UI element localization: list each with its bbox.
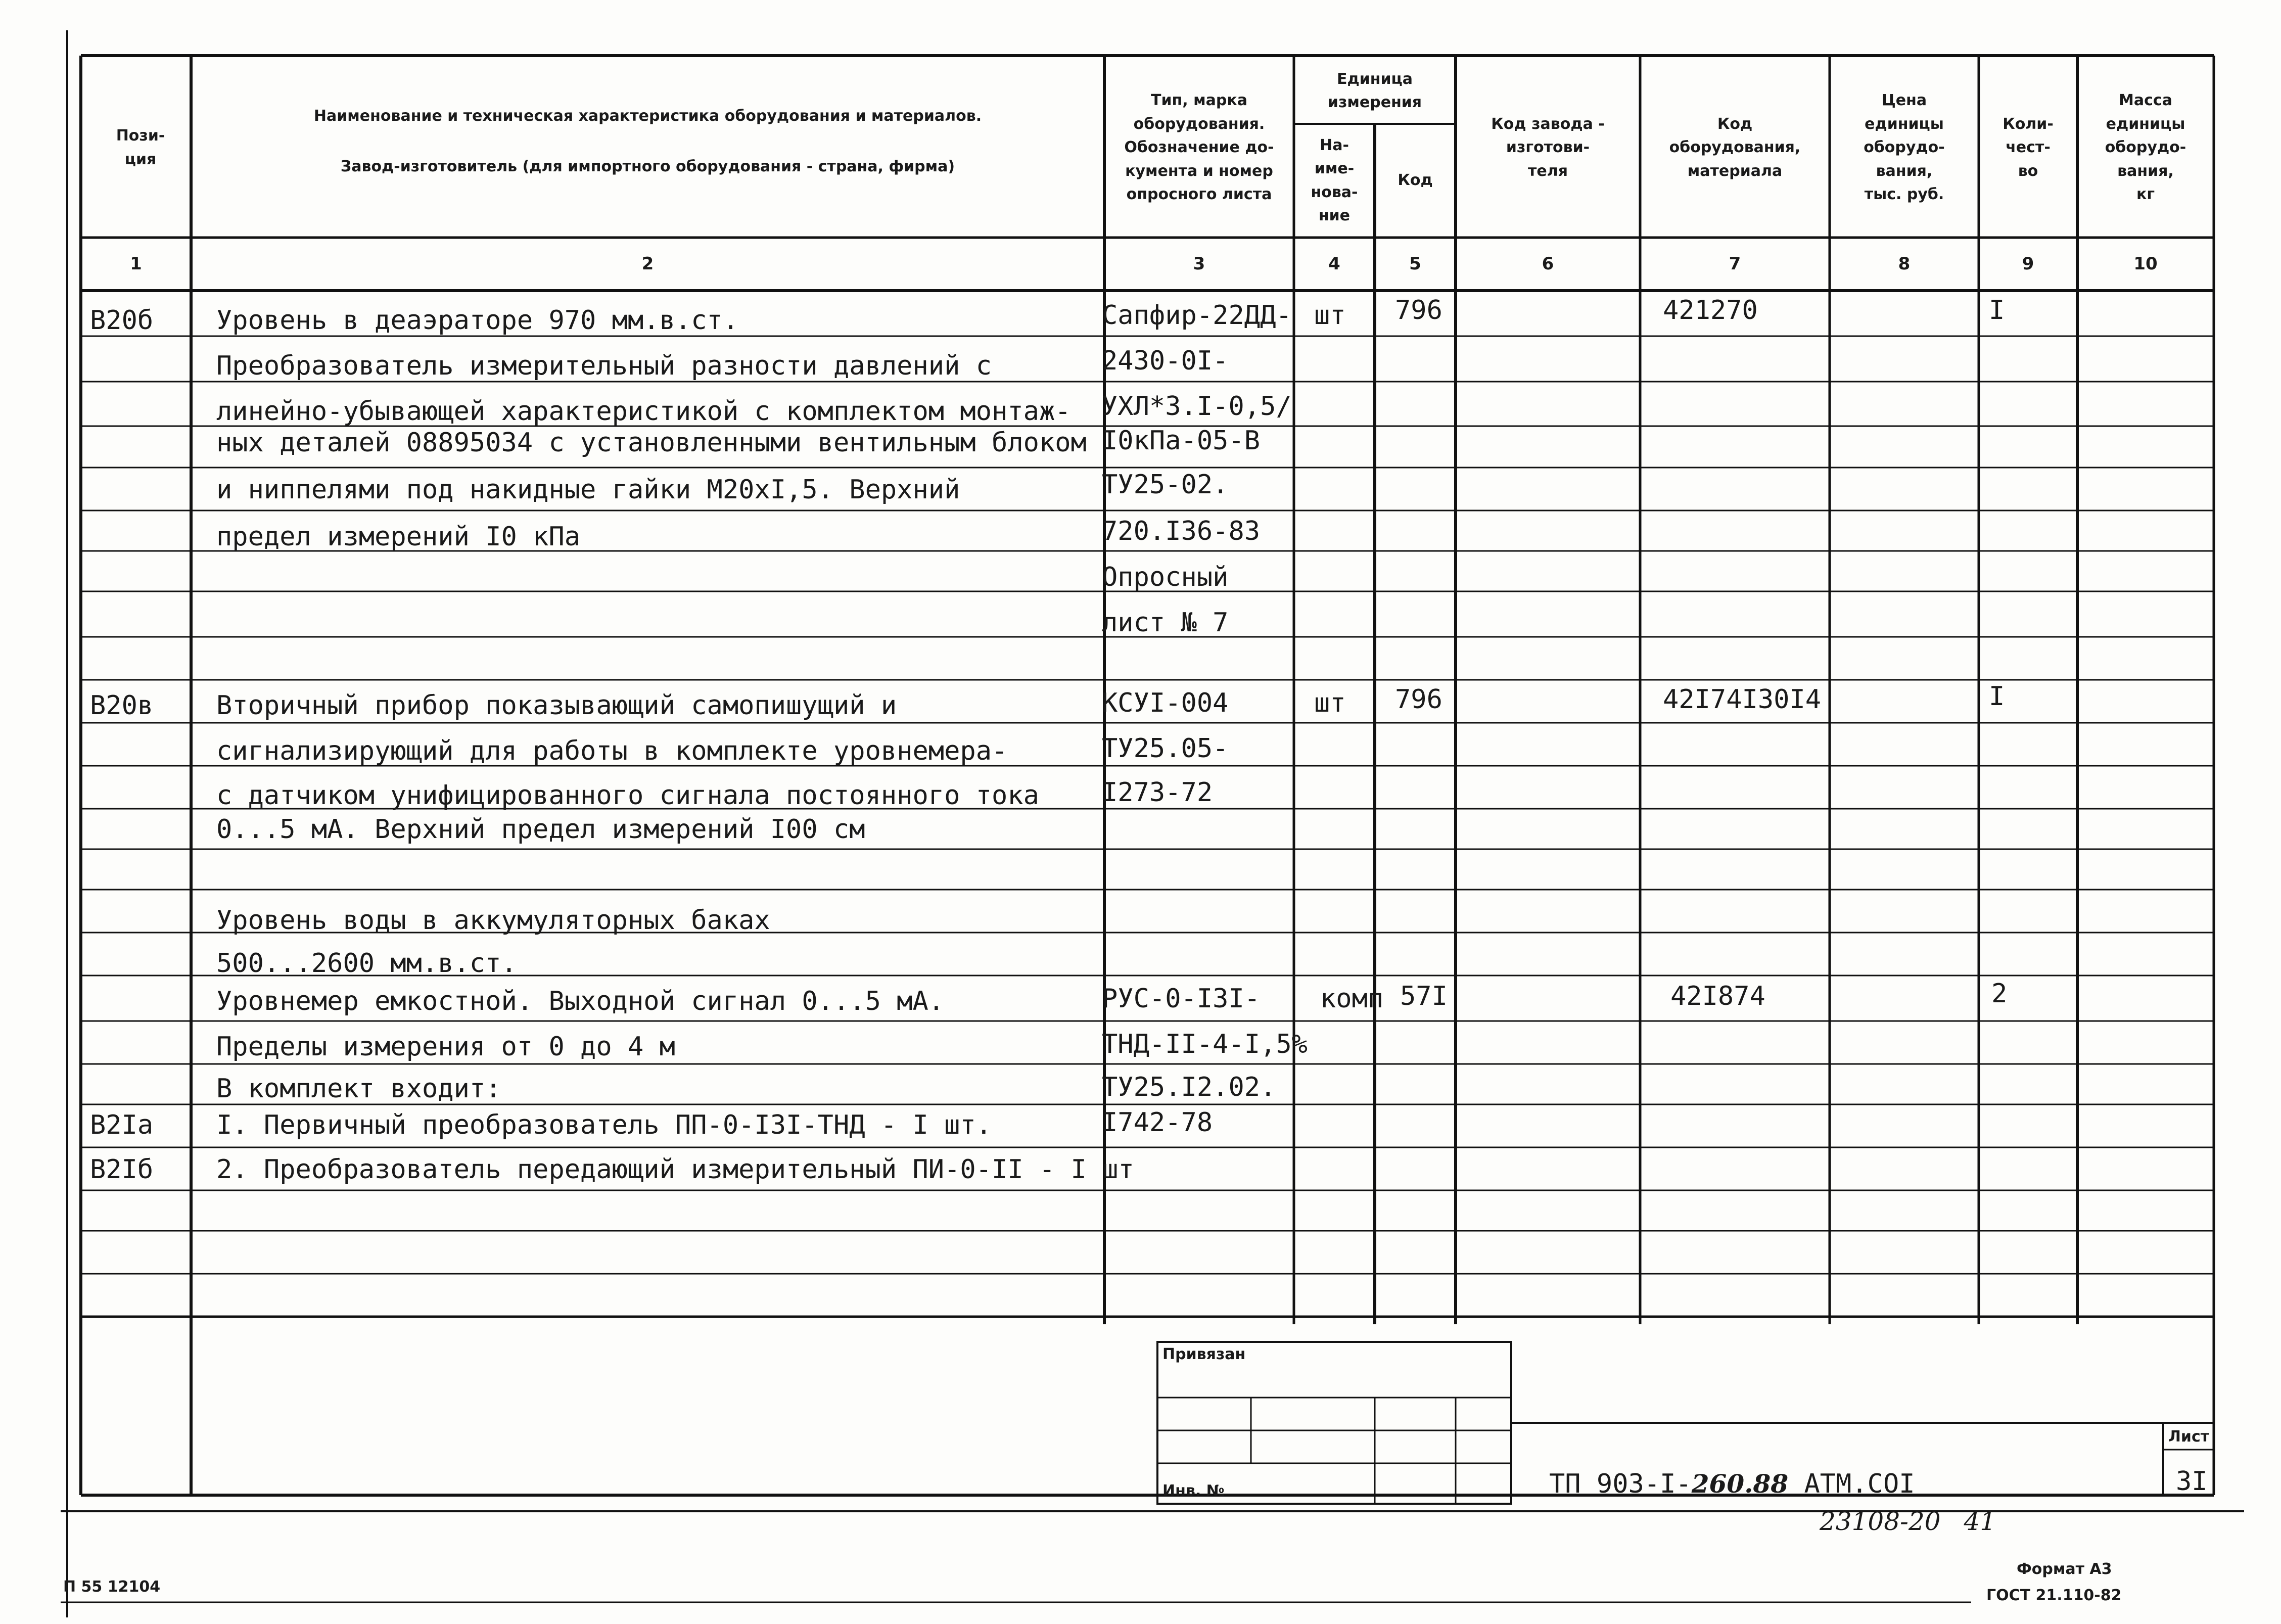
archive-number-suffix: 41: [1964, 1507, 1996, 1536]
header-unit-mass: Масса единицы оборудо- вания, кг: [2105, 91, 2186, 204]
header-unit-price: Цена единицы оборудо- вания, тыс. руб.: [1864, 91, 1945, 204]
row-name: Вторичный прибор показывающий самопишущий и: [216, 690, 897, 721]
column-number: 1: [130, 254, 142, 274]
row-name: ных деталей 08895034 с установленными вентильным блоком: [216, 428, 1087, 458]
row-type: 720.I36-83: [1102, 516, 1261, 546]
row-name: с датчиком унифицированного сигнала постоянного тока: [216, 780, 1039, 811]
column-number: 8: [1898, 254, 1911, 274]
row-quantity: I: [1989, 295, 2005, 326]
column-number: 9: [2022, 254, 2034, 274]
row-type: Сапфир-22ДД-: [1102, 300, 1292, 331]
row-position: В20б: [90, 305, 154, 336]
row-name: сигнализирующий для работы в комплекте уровнемера-: [216, 736, 1008, 766]
row-equipment-code: 42I74I30I4: [1663, 684, 1822, 715]
document-code-suffix: АТМ.СОI: [1804, 1469, 1915, 1499]
header-type: Тип, марка оборудования. Обозначение до- кумента и номер опросного листа: [1124, 91, 1274, 204]
sheet-number: 3I: [2176, 1466, 2208, 1497]
row-position: В2Iб: [90, 1154, 154, 1185]
row-unit: комп: [1320, 984, 1384, 1014]
row-type: УХЛ*3.I-0,5/: [1102, 391, 1292, 422]
column-number: 5: [1409, 254, 1421, 274]
gost-label: ГОСТ 21.110-82: [1986, 1587, 2122, 1604]
row-equipment-code: 42I874: [1670, 981, 1765, 1011]
row-name: Преобразователь измерительный разности давлений с: [216, 351, 992, 381]
row-type: Опросный: [1102, 562, 1229, 592]
row-type: РУС-0-I3I-: [1102, 984, 1261, 1014]
row-type: ТНД-II-4-I,5%: [1102, 1029, 1308, 1059]
row-name: I. Первичный преобразователь ПП-0-I3I-ТНД - I шт.: [216, 1110, 992, 1140]
row-position: В2Iа: [90, 1110, 154, 1140]
row-name: Уровень в деаэраторе 970 мм.в.ст.: [216, 305, 739, 336]
row-name: Пределы измерения от 0 до 4 м: [216, 1032, 675, 1062]
column-number: 7: [1729, 254, 1741, 274]
stamp-inventory-label: Инв. №: [1162, 1482, 1225, 1500]
row-unit: шт: [1314, 688, 1346, 718]
row-type: ТУ25.05-: [1102, 733, 1229, 764]
row-unit-code: 57I: [1400, 981, 1448, 1011]
row-type: ТУ25-02.: [1102, 470, 1229, 500]
header-equipment-code: Код оборудования, материала: [1669, 115, 1801, 180]
header-quantity: Коли- чест- во: [2003, 115, 2054, 180]
row-type: ТУ25.I2.02.: [1102, 1072, 1276, 1102]
row-name: предел измерений I0 кПа: [216, 522, 581, 552]
archive-number: [1820, 1509, 1996, 1534]
format-label: Формат А3: [2017, 1560, 2112, 1578]
row-name: 0...5 мА. Верхний предел измерений I00 см: [216, 814, 865, 845]
header-unit-name: На- име- нова- ние: [1311, 136, 1358, 224]
row-unit-code: 796: [1395, 295, 1442, 326]
document-code-handwritten: 260.88: [1691, 1469, 1789, 1499]
row-type: лист № 7: [1102, 608, 1229, 638]
left-code: П 55 12104: [63, 1578, 161, 1596]
sheet-label: Лист: [2168, 1428, 2210, 1446]
header-unit-code: Код: [1398, 171, 1433, 190]
row-type: I742-78: [1102, 1107, 1213, 1138]
column-number: 10: [2133, 254, 2158, 274]
row-type: I0кПа-05-В: [1102, 426, 1261, 456]
row-name: В комплект входит:: [216, 1074, 501, 1104]
archive-number-main: 23108-20: [1820, 1507, 1941, 1536]
row-type: 2430-0I-: [1102, 346, 1229, 376]
row-name: линейно-убывающей характеристикой с комплектом монтаж-: [216, 396, 1071, 427]
column-number: 2: [641, 254, 654, 274]
row-name: 2. Преобразователь передающий измерительный ПИ-0-II - I шт: [216, 1154, 1134, 1185]
row-position: В20в: [90, 690, 154, 721]
header-unit-group: Единица измерения: [1327, 70, 1422, 111]
row-name: Уровень воды в аккумуляторных баках: [216, 905, 770, 936]
row-equipment-code: 421270: [1663, 295, 1758, 326]
column-number: 3: [1193, 254, 1205, 274]
row-unit: шт: [1314, 300, 1346, 331]
row-type: I273-72: [1102, 777, 1213, 808]
row-name: и ниппелями под накидные гайки М20хI,5. Верхний: [216, 475, 960, 505]
document-code-prefix: ТП 903-I-: [1549, 1469, 1692, 1499]
stamp-tied-label: Привязан: [1162, 1345, 1246, 1363]
column-number: 4: [1328, 254, 1340, 274]
row-quantity: 2: [1991, 979, 2008, 1009]
header-name-line2: Завод-изготовитель (для импортного оборудования - страна, фирма): [340, 157, 955, 175]
row-quantity: I: [1989, 681, 2005, 712]
document-code: [1549, 1471, 1915, 1497]
row-name: Уровнемер емкостной. Выходной сигнал 0...5 мА.: [216, 986, 945, 1016]
header-position: Пози- ция: [116, 127, 165, 168]
row-type: КСУI-004: [1102, 688, 1229, 718]
header-name-line1: Наименование и техническая характеристика оборудования и материалов.: [313, 107, 982, 125]
row-name: 500...2600 мм.в.ст.: [216, 948, 517, 979]
row-unit-code: 796: [1395, 684, 1442, 715]
header-factory-code: Код завода - изготови- теля: [1491, 115, 1605, 180]
column-number: 6: [1542, 254, 1554, 274]
